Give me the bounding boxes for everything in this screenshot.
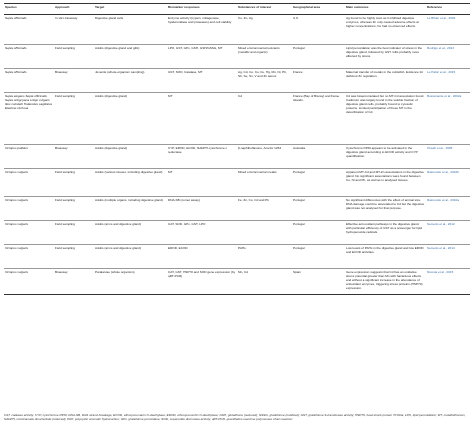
table-row <box>4 15 470 45</box>
cell-area: Portugal <box>293 46 305 50</box>
cell-substances: Ag, Cd, Co, Cu, Fe, Hg, Mn, Ni, Pb, Sb, Se, Sn, V and Zn atoms <box>238 70 287 78</box>
cell-species: Sepia officinalis <box>5 70 27 74</box>
cell-outcomes: Gene expression suggests that Cd has an oxidative stress potential greater than Mn with hazardous effects and without a significant increase in the abundance of antioxidant enzymes, triggering stress proteins (HSP70) expression. <box>346 270 423 290</box>
cell-area: Portugal <box>293 222 305 226</box>
cell-target: Adults (arms and digestive gland) <box>95 222 141 226</box>
cell-biomarker: CAT, GST, HSP70 and SOD gene expression (by qRT-PCR) <box>168 270 236 278</box>
header-approach: Approach <box>54 4 94 15</box>
cell-species: Sepia elegans Sepia officinalis Sepia orbignyana Loligo vulgaris Illex coindetii Todarodes sagittatus Eledone cirrhosa <box>5 94 53 110</box>
cell-outcomes: Ag found to be highly toxic as it inhibited digestive enzymes, whereas Zn only caused adverse effects at higher concentrations; Cu had no observed effects. <box>346 16 419 28</box>
cell-outcomes: Cd was bioaccumulated but no MT-Cd association found. Cadmium was largely found in the soluble fraction of digestive gland cells, probably bound to cytosolic proteins. Limited participation of these MT in the detoxification of Cd. <box>346 94 425 114</box>
table-row <box>4 221 470 245</box>
cell-reference[interactable]: Raimundo et al., 2010b <box>427 170 459 174</box>
cell-biomarker: GST, SOD, Catalase, MT <box>168 70 203 74</box>
cell-outcomes: No significant differences with the effect of animal size. DNA damage could be associated to Cd but the digestive gland was not analysed for that purpose. <box>346 198 425 210</box>
header-target: Target <box>94 4 167 15</box>
table-row <box>4 269 470 295</box>
cell-approach: Field sampling <box>55 198 75 202</box>
cell-area: Australia <box>293 146 306 150</box>
cell-outcomes: Maternal transfer of metals in the cuttlefish. Evidence for deficient Zn regulation. <box>346 70 424 78</box>
cell-outcomes: Apparent MT-Cd and MT-Zn associations in the digestive gland. No significant associations were found between Co, Ni and Pb, as well as in analysed tissues. <box>346 170 424 182</box>
cell-biomarker: CYP, EROD, ECOD, NADPH cytochrome c reductase <box>168 146 228 154</box>
cell-species: Octopus vulgaris <box>5 198 29 202</box>
table-row <box>4 245 470 269</box>
cell-target: Adults (digestive gland) <box>95 94 128 98</box>
cell-area: France (Bay of Biscay) and Faroe Islands. <box>293 94 340 102</box>
cell-target: Adults (digestive gland and gills) <box>95 46 140 50</box>
cell-approach: In vitro bioassay <box>55 16 78 20</box>
cell-species: Octopus vulgaris <box>5 170 29 174</box>
table-row <box>4 69 470 93</box>
cell-biomarker: CAT, SOD, GPx, GST, LPO <box>168 222 206 226</box>
cell-biomarker: MT <box>168 94 173 98</box>
header-area: Geographical area <box>292 4 345 15</box>
cell-reference[interactable]: Rodrigo et al., 2013 <box>427 46 455 50</box>
cell-substances: Mixed environmental metals <box>238 170 277 174</box>
cell-reference[interactable]: Raimundo et al., 2010a <box>427 198 459 202</box>
header-biomarker: Biomarker responses <box>167 4 237 15</box>
cell-substances: Cd <box>238 94 242 98</box>
cell-approach: Bioassay <box>55 70 68 74</box>
cell-outcomes: Cytochrome P450 appears to be activated in the digestive gland according to ECOD activity and CYP quantification. <box>346 146 418 158</box>
cell-approach: Field sampling <box>55 246 75 250</box>
cell-target: Adults (various tissues, including digestive gland) <box>95 170 163 174</box>
cell-target: Adults (multiple organs, including digestive gland) <box>95 198 163 202</box>
cell-biomarker: MT <box>168 170 173 174</box>
data-table <box>4 3 470 295</box>
cell-approach: Bioassay <box>55 146 68 150</box>
cell-species: Octopus vulgaris <box>5 270 29 274</box>
cell-outcomes: Effective anti-oxidant pathways in the digestive gland, with particular efficiency of GST as a scavenger for lipid hydroperoxide radicals. <box>346 222 423 234</box>
cell-species: Octopus vulgaris <box>5 222 29 226</box>
cell-area: France <box>293 70 303 74</box>
cell-reference[interactable]: Nicosia et al., 2015 <box>427 270 454 274</box>
cell-substances: Fe, Zn, Cu, Cd and Pb <box>238 198 269 202</box>
cell-area: Spain <box>293 270 301 274</box>
cell-area: Portugal <box>293 198 305 202</box>
cell-reference[interactable]: Cheah et al., 1995 <box>427 146 453 150</box>
cell-reference[interactable]: Semedo et al., 2014 <box>427 246 455 250</box>
cell-biomarker: DNA-SB (comet assay) <box>168 198 200 202</box>
cell-target: Adults (arms and digestive gland) <box>95 246 141 250</box>
cell-species: Sepia officinalis <box>5 16 27 20</box>
header-outcomes: Main outcomes <box>345 4 426 15</box>
cell-biomarker: Enzyme activity (trypsin, collagenase, hyaluronidase and proteases) and cell viability <box>168 16 232 24</box>
cell-outcomes: Low levels of PAHs in the digestive gland and low EROD and ECOD activities. <box>346 246 424 254</box>
cell-reference[interactable]: Bustamante et al., 2002a <box>427 94 462 98</box>
cell-area: Portugal <box>293 246 305 250</box>
cell-substances <box>237 221 292 245</box>
cell-substances: PAHs <box>238 246 246 250</box>
header-species: Species <box>4 4 54 15</box>
cell-substances: Cu, Zn, Ag <box>238 16 253 20</box>
header-substances: Substances of interest <box>237 4 292 15</box>
cell-approach: Field sampling <box>55 46 75 50</box>
table-body <box>4 15 470 295</box>
cell-reference[interactable]: Le Bihan et al., 2004 <box>427 16 456 20</box>
cell-approach: Field sampling <box>55 94 75 98</box>
cell-area: Portugal <box>293 170 305 174</box>
cell-area: U.K. <box>293 16 300 20</box>
table-header <box>4 4 470 15</box>
cell-biomarker: EROD, ECOD <box>168 246 188 250</box>
cell-reference[interactable]: Le Pabic et al., 2015 <box>427 70 456 74</box>
table-row <box>4 197 470 221</box>
cell-approach: Field sampling <box>55 222 75 226</box>
table-row <box>4 45 470 69</box>
cell-target: Digestive gland cells <box>95 16 124 20</box>
cell-approach: Bioassay <box>55 270 68 274</box>
table-row <box>4 93 470 145</box>
table-row <box>4 145 470 169</box>
cell-target: Paralarvae (whole organism) <box>95 270 135 274</box>
table-footnote: CAT, catalase activity; CYP, cytochrome P450; DNA-SB, DNA strand breakage; ECOD, ethoxycoumarin O-deethylase; EROD, ethoxyresorufin O-deethylase; GSH, glutathione (reduced); GSSG, glutathione (oxidized); GST, glutathione S-transferase activity; HSP70, heat-shock protein 70 KDa; LPO, lipid peroxidation; MT, metallothionein; NADPH, nicotinamide dinucleotide (reduced); PAH, polycyclic aromatic hydrocarbon; GPx, glutathione peroxidase; SOD, superoxide dismutase activity; qRT-PCR, quantitative real-time polymerase chain reaction. <box>4 413 466 422</box>
cell-target: Juvenile (whole-organism sampling) <box>95 70 145 74</box>
cell-target: Adults (digestive gland) <box>95 146 128 150</box>
cell-species: Sepia officinalis <box>5 46 27 50</box>
cell-biomarker: LPO, GST, GPx, GSH, GSH/GSSG, MT <box>168 46 223 50</box>
cell-substances: Mn, Cd <box>238 270 248 274</box>
cell-substances: Mixed environmental toxicants (metallic and organic) <box>238 46 280 54</box>
cell-substances: β-naphthoflavone, Aroclor 1254 <box>238 146 282 150</box>
cell-species: Octopus vulgaris <box>5 246 29 250</box>
cell-approach: Field sampling <box>55 170 75 174</box>
cell-reference[interactable]: Semedo et al., 2012 <box>427 222 455 226</box>
table-row <box>4 169 470 197</box>
cell-species: Octopus pallidus <box>5 146 28 150</box>
header-reference: Reference <box>426 4 470 15</box>
cell-outcomes: Lipid peroxidation was the best indicator of stress in the digestive gland, followed by GST. Gills probably more affected by stress. <box>346 46 423 58</box>
